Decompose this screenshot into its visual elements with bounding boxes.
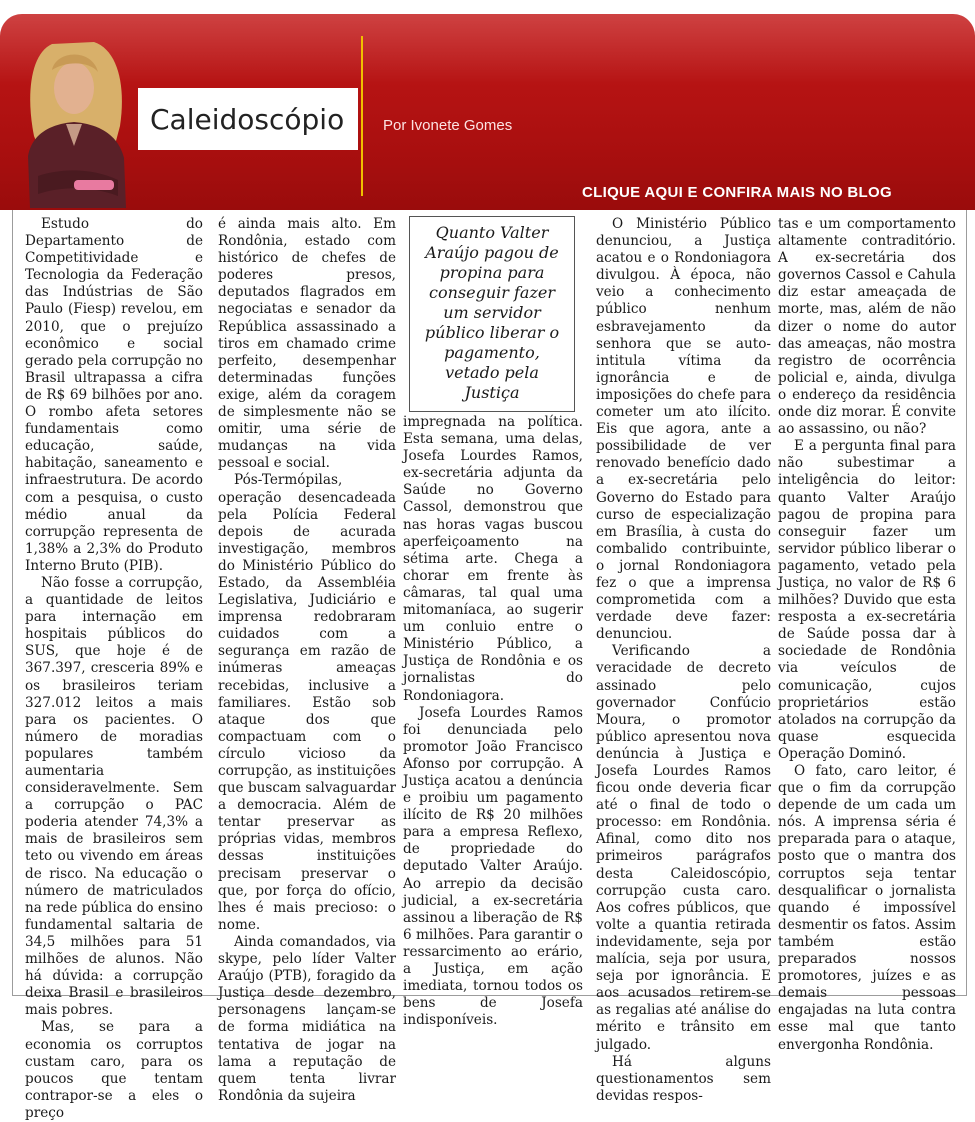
paragraph: O fato, caro leitor, é que o fim da corrupção depende de um cada um nós. A imprensa séria é preparada para o ataque, posto que o mantra dos corruptos seja tentar desqualificar o jornalista quando é impossível desmentir os fatos. Assim também estão preparados nossos promotores, juízes e as demais pessoas engajadas na luta contra esse mal que tanto envergonha Rondônia. (778, 763, 956, 1053)
paragraph: E a pergunta final para não subestimar a inteligência do leitor: quanto Valter Araújo pagou de propina para conseguir fazer um servidor público liberar o pagamento, vetado pela Justiça, no valor de R$ 6 milhões? Duvido que esta resposta a ex-secretária de Saúde possa dar à sociedade de Rondônia via veículos de comunicação, cujos proprietários estão atolados na corrupção da quase esquecida Operação Dominó. (778, 438, 956, 762)
paragraph: Josefa Lourdes Ramos foi denunciada pelo promotor João Francisco Afonso por corrupção. A Justiça acatou a denúncia e proibiu um pagamento ilícito de R$ 20 milhões para a empresa Reflexo, de propriedade do deputado Valter Araújo. Ao arrepio da decisão judicial, a ex-secretária assinou a liberação de R$ 6 milhões. Para garantir o ressarcimento ao erário, a Justiça, em ação imediata, tornou todos os bens de Josefa indisponíveis. (403, 704, 583, 1029)
column-title-box (138, 88, 358, 150)
article-column-1 (25, 216, 203, 1122)
paragraph: tas e um comportamento altamente contraditório. A ex-secretária dos governos Cassol e Cahula diz estar ameaçada de morte, mas, além de não dizer o nome do autor das ameaças, não mostra registro de ocorrência policial e, ainda, divulga o endereço da residência onde diz morar. É convite ao assassino, ou não? (778, 216, 956, 438)
column-header-banner (0, 14, 975, 210)
article-body (12, 210, 967, 1121)
paragraph: Mas, se para a economia os corruptos custam caro, para os poucos que tentam contrapor-se a eles o preço (25, 1019, 203, 1121)
author-byline: Por Ivonete Gomes (383, 117, 513, 134)
paragraph: Não fosse a corrupção, a quantidade de leitos para internação em hospitais públicos do SUS, que hoje é de 367.397, cresceria 89% e os brasileiros teriam 327.012 leitos a mais para os pacientes. O número de moradias populares também aumentaria consideravelmente. Sem a corrupção o PAC poderia atender 74,3% a mais de brasileiros sem teto ou vivendo em áreas de risco. Na educação o número de matriculados na rede pública do ensino fundamental saltaria de 34,5 milhões para 51 milhões de alunos. Não há dúvida: a corrupção deixa Brasil e brasileiros mais pobres. (25, 574, 203, 1019)
header-divider (361, 36, 363, 196)
author-photo (22, 36, 132, 208)
article-column-4 (596, 216, 771, 1105)
paragraph: Ainda comandados, via skype, pelo líder Valter Araújo (PTB), foragido da Justiça desde dezembro, personagens lançam-se de forma midiática na tentativa de jogar na lama a reputação de quem tenta livrar Rondônia da sujeira (218, 933, 396, 1104)
pull-quote: Quanto Valter Araújo pagou de propina para conseguir fazer um servidor público liberar o pagamento, vetado pela Justiça (409, 216, 575, 412)
paragraph: impregnada na política. Esta semana, uma delas, Josefa Lourdes Ramos, ex-secretária adjunta da Saúde no Governo Cassol, demonstrou que nas horas vagas buscou aperfeiçoamento na sétima arte. Chega a chorar em frente às câmaras, tal qual uma mitomaníaca, ao sugerir um conluio entre o Ministério Público, a Justiça de Rondônia e os jornalistas do Rondoniagora. (403, 414, 583, 704)
banner-gloss (0, 14, 975, 84)
paragraph: Verificando a veracidade de decreto assinado pelo governador Confúcio Moura, o promotor público apresentou nova denúncia à Justiça e Josefa Lourdes Ramos ficou onde deveria ficar até o final de todo o processo: em Rondônia. Afinal, como dito nos primeiros parágrafos desta Caleidoscópio, corrupção custa caro. Aos cofres públicos, que volte a quantia retirada indevidamente, seja por malícia, seja por usura, seja por ignorância. E aos acusados retirem-se as regalias até análise do mérito e trânsito em julgado. (596, 643, 771, 1053)
column-title: Caleidoscópio (150, 102, 345, 136)
paragraph: Estudo do Departamento de Competitividade e Tecnologia da Federação das Indústrias de São Paulo (Fiesp) revelou, em 2010, que o prejuízo econômico e social gerado pela corrupção no Brasil ultrapassa a cifra de R$ 69 bilhões por ano. O rombo afeta setores fundamentais como educação, saúde, habitação, saneamento e infraestrutura. De acordo com a pesquisa, o custo médio anual da corrupção representa de 1,38% a 2,3% do Produto Interno Bruto (PIB). (25, 216, 203, 574)
paragraph: é ainda mais alto. Em Rondônia, estado com histórico de chefes de poderes presos, deputados flagrados em negociatas e senador da República assassinado a tiros em chamado crime perfeito, desempenhar determinadas funções exige, além da coragem de simplesmente não se omitir, uma série de mudanças na vida pessoal e social. (218, 216, 396, 472)
paragraph: Pós-Termópilas, operação desencadeada pela Polícia Federal depois de acurada investigação, membros do Ministério Público do Estado, da Assembléia Legislativa, Judiciário e imprensa redobraram cuidados com a segurança em razão de inúmeras ameaças recebidas, inclusive a familiares. Estão sob ataque dos que compactuam com o círculo vicioso da corrupção, as instituições que buscam salvaguardar a democracia. Além de tentar preservar as próprias vidas, membros dessas instituições precisam preservar o que, por força do ofício, lhes é mais precioso: o nome. (218, 472, 396, 933)
paragraph: Há alguns questionamentos sem devidas respos- (596, 1053, 771, 1104)
article-column-3 (403, 216, 583, 1029)
article-column-5 (778, 216, 956, 1054)
article-column-2 (218, 216, 396, 1105)
blog-link[interactable]: CLIQUE AQUI E CONFIRA MAIS NO BLOG (582, 184, 892, 201)
paragraph: O Ministério Público denunciou, a Justiça acatou e o Rondoniagora divulgou. À época, não veio a conhecimento público nenhum esbravejamento da senhora que se auto-intitula vítima da ignorância e de imposições do chefe para cometer um ato ilícito. Eis que agora, ante a possibilidade de ver renovado benefício dado a ex-secretária pelo Governo do Estado para curso de especialização em Brasília, à custa do combalido contribuinte, o jornal Rondoniagora fez o que a imprensa comprometida com a verdade deve fazer: denunciou. (596, 216, 772, 643)
